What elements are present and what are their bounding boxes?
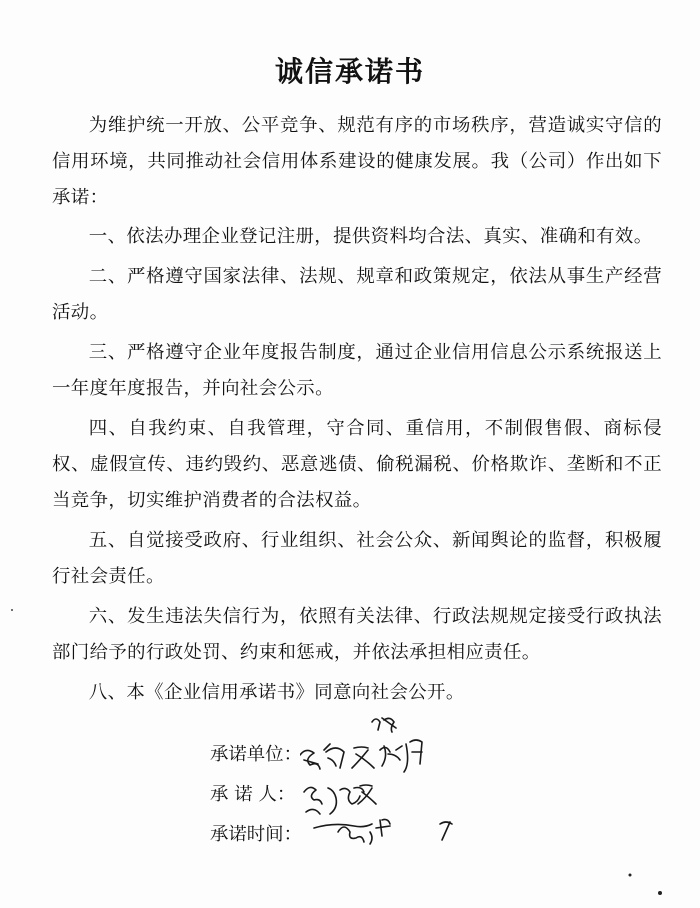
commitment-5: 五、自觉接受政府、行业组织、社会公众、新闻舆论的监督，积极履行社会责任。 xyxy=(52,530,662,587)
document-body xyxy=(52,108,662,715)
signature-block xyxy=(210,735,510,855)
document-title: 诚信承诺书 xyxy=(274,55,425,88)
handwritten-signature xyxy=(300,710,520,870)
person-label: 承 诺 人： xyxy=(210,784,296,805)
commitment-1: 一、依法办理企业登记注册，提供资料均合法、真实、准确和有效。 xyxy=(88,226,653,247)
commitment-4: 四、自我约束、自我管理，守合同、重信用，不制假售假、商标侵权、虚假宣传、违约毁约、恶意逃债、偷税漏税、价格欺诈、垄断和不正当竞争，切实维护消费者的合法权益。 xyxy=(52,418,662,511)
intro-paragraph: 为维护统一开放、公平竞争、规范有序的市场秩序，营造诚实守信的信用环境，共同推动社会信用体系建设的健康发展。我（公司）作出如下承诺： xyxy=(52,115,662,208)
unit-label: 承诺单位： xyxy=(210,744,302,765)
commitment-8: 八、本《企业信用承诺书》同意向社会公开。 xyxy=(88,682,465,703)
date-label: 承诺时间： xyxy=(210,824,302,845)
commitment-2: 二、严格遵守国家法律、法规、规章和政策规定，依法从事生产经营活动。 xyxy=(52,266,662,323)
commitment-6: 六、发生违法失信行为，依照有关法律、行政法规规定接受行政执法部门给予的行政处罚、约束和惩戒，并依法承担相应责任。 xyxy=(52,606,662,663)
commitment-3: 三、严格遵守企业年度报告制度，通过企业信用信息公示系统报送上一年度年度报告，并向社会公示。 xyxy=(52,342,662,399)
